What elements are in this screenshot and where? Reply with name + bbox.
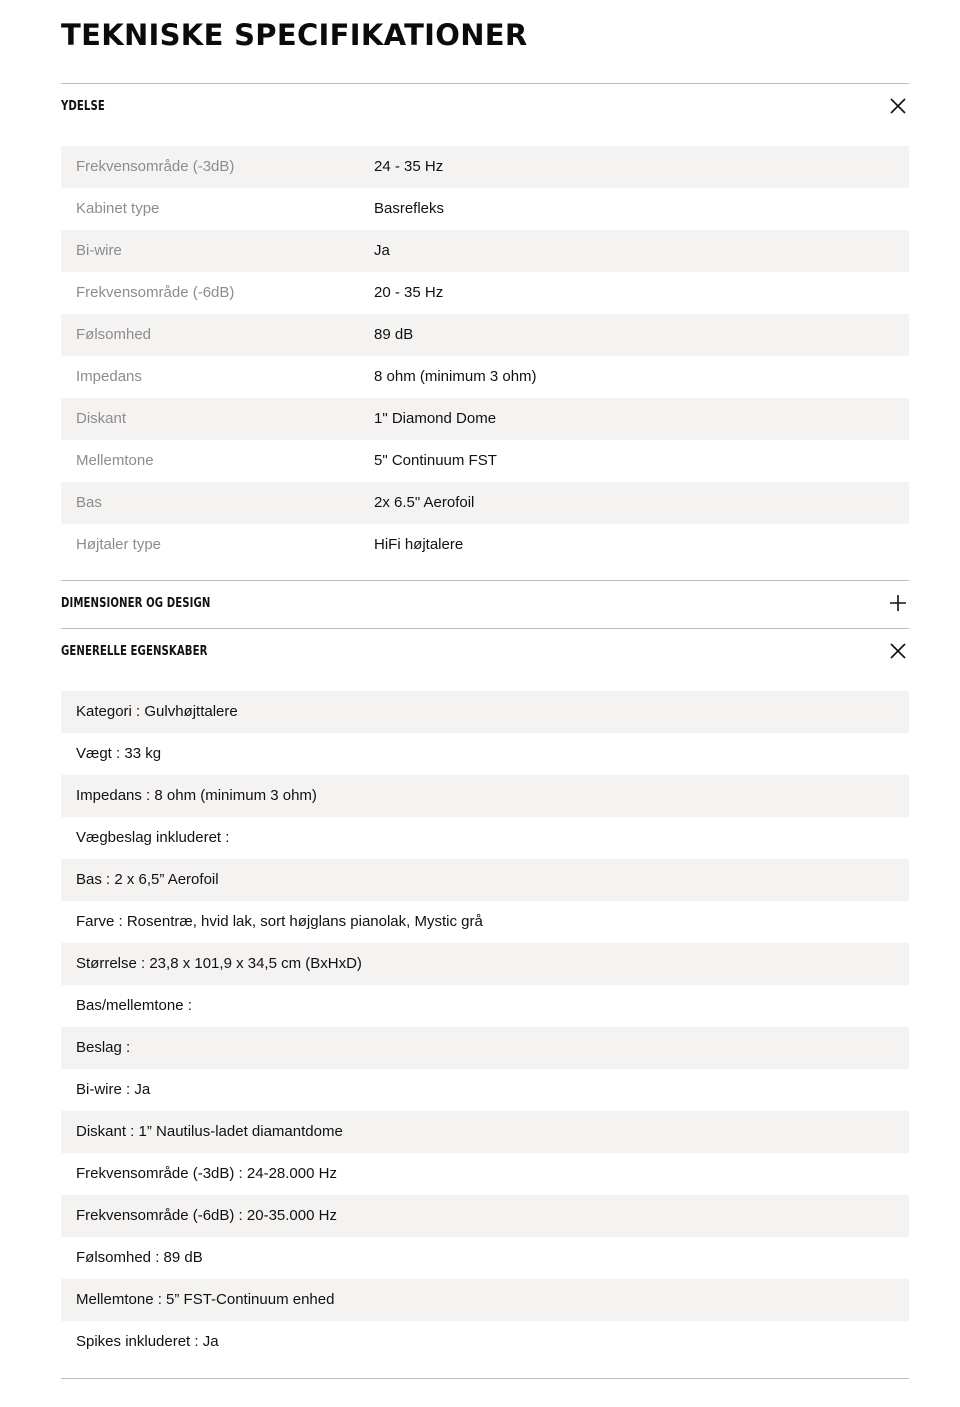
section-dimensions-title: DIMENSIONER OG DESIGN <box>61 596 211 611</box>
feature-row <box>61 943 909 985</box>
feature-row <box>61 775 909 817</box>
feature-row <box>61 1069 909 1111</box>
spec-value: 5" Continuum FST <box>374 452 497 469</box>
spec-value: Ja <box>374 242 390 259</box>
spec-value: 89 dB <box>374 326 414 343</box>
spec-row <box>61 230 909 272</box>
feature-row <box>61 1237 909 1279</box>
section-performance-header[interactable] <box>61 84 909 131</box>
spec-row <box>61 188 909 230</box>
spec-row <box>61 146 909 188</box>
section-general-body <box>61 676 909 1378</box>
section-general-header[interactable] <box>61 629 909 676</box>
feature-text: Farve : Rosentræ, hvid lak, sort højglans pianolak, Mystic grå <box>76 913 483 930</box>
feature-text: Impedans : 8 ohm (minimum 3 ohm) <box>76 787 317 804</box>
feature-text: Diskant : 1” Nautilus-ladet diamantdome <box>76 1123 343 1140</box>
section-performance-title: YDELSE <box>61 99 105 114</box>
spec-label: Diskant <box>76 410 127 427</box>
spec-value: HiFi højtalere <box>374 536 464 553</box>
feature-row <box>61 1195 909 1237</box>
spec-row <box>61 440 909 482</box>
section-general-title: GENERELLE EGENSKABER <box>61 644 208 659</box>
feature-text: Frekvensområde (-3dB) : 24-28.000 Hz <box>76 1165 337 1182</box>
spec-label: Kabinet type <box>76 200 160 217</box>
feature-text: Vægbeslag inkluderet : <box>76 829 230 846</box>
feature-row <box>61 1027 909 1069</box>
section-dimensions-header[interactable] <box>61 581 909 628</box>
spec-label: Mellemtone <box>76 452 154 469</box>
page-title: TEKNISKE SPECIFIKATIONER <box>61 18 528 52</box>
spec-row <box>61 272 909 314</box>
close-icon[interactable] <box>889 97 907 115</box>
feature-row <box>61 1279 909 1321</box>
spec-label: Højtaler type <box>76 536 162 553</box>
feature-text: Bi-wire : Ja <box>76 1081 151 1098</box>
plus-icon[interactable] <box>889 594 907 612</box>
feature-text: Kategori : Gulvhøjttalere <box>76 703 238 720</box>
feature-text: Størrelse : 23,8 x 101,9 x 34,5 cm (BxHxD) <box>76 955 362 972</box>
spec-value: 8 ohm (minimum 3 ohm) <box>374 368 537 385</box>
feature-text: Mellemtone : 5” FST-Continuum enhed <box>76 1291 335 1308</box>
section-dimensions <box>61 580 909 628</box>
feature-row <box>61 859 909 901</box>
section-general <box>61 628 909 1379</box>
feature-text: Vægt : 33 kg <box>76 745 162 762</box>
feature-text: Beslag : <box>76 1039 131 1056</box>
spec-label: Impedans <box>76 368 142 385</box>
spec-row <box>61 356 909 398</box>
spec-row <box>61 398 909 440</box>
feature-row <box>61 901 909 943</box>
feature-text: Følsomhed : 89 dB <box>76 1249 203 1266</box>
feature-text: Spikes inkluderet : Ja <box>76 1333 219 1350</box>
spec-label: Bi-wire <box>76 242 122 259</box>
spec-value: 1" Diamond Dome <box>374 410 497 427</box>
spec-label: Følsomhed <box>76 326 152 343</box>
feature-row <box>61 691 909 733</box>
feature-row <box>61 985 909 1027</box>
spec-label: Frekvensområde (-3dB) <box>76 158 235 175</box>
section-performance-body <box>61 131 909 581</box>
feature-row <box>61 1111 909 1153</box>
feature-text: Frekvensområde (-6dB) : 20-35.000 Hz <box>76 1207 337 1224</box>
spec-value: 24 - 35 Hz <box>374 158 444 175</box>
feature-row <box>61 1321 909 1363</box>
feature-text: Bas : 2 x 6,5” Aerofoil <box>76 871 219 888</box>
feature-row <box>61 733 909 775</box>
spec-value: Basrefleks <box>374 200 445 217</box>
section-performance <box>61 83 909 581</box>
spec-row <box>61 524 909 566</box>
spec-value: 20 - 35 Hz <box>374 284 444 301</box>
spec-label: Frekvensområde (-6dB) <box>76 284 235 301</box>
feature-row <box>61 817 909 859</box>
spec-row <box>61 482 909 524</box>
spec-row <box>61 314 909 356</box>
close-icon[interactable] <box>889 642 907 660</box>
spec-value: 2x 6.5" Aerofoil <box>374 494 475 511</box>
feature-text: Bas/mellemtone : <box>76 997 192 1014</box>
feature-row <box>61 1153 909 1195</box>
spec-label: Bas <box>76 494 102 511</box>
